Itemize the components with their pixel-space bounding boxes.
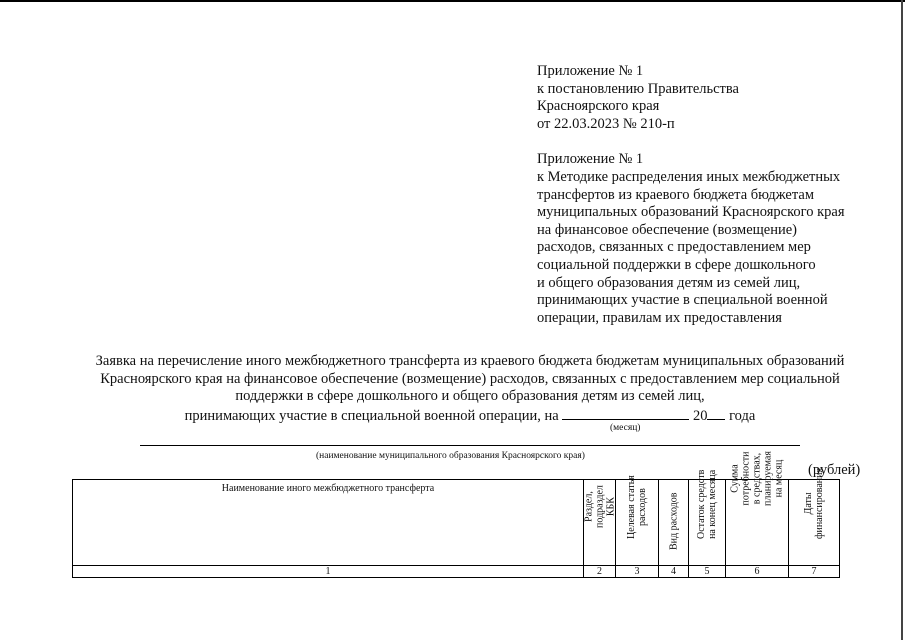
header-balance-text: Остаток средств на конец месяца bbox=[696, 469, 718, 539]
appendix-line: Приложение № 1 bbox=[537, 151, 644, 168]
column-number: 2 bbox=[584, 566, 616, 578]
appendix-line: от 22.03.2023 № 210-п bbox=[537, 115, 675, 132]
title-line: Заявка на перечисление иного межбюджетного трансферта из краевого бюджета бюджетам муниципальных образований bbox=[95, 353, 845, 369]
appendix-line: Приложение № 1 bbox=[537, 63, 644, 79]
header-kbk bbox=[584, 480, 616, 566]
appendix-line: Красноярского края bbox=[537, 98, 660, 115]
header-transfer-name: Наименование иного межбюджетного трансферта bbox=[73, 480, 584, 566]
appendix-line: муниципальных образований Красноярского края bbox=[537, 204, 845, 221]
unit-label: (рублей) bbox=[808, 462, 861, 478]
header-required-sum-text: Сумма потребности в средствах, планируемая на месяц bbox=[729, 451, 785, 506]
year-blank[interactable] bbox=[707, 406, 725, 420]
title-line: Красноярского края на финансовое обеспечение (возмещение) расходов, связанных с предоставлением мер социальной bbox=[100, 370, 840, 387]
document-title bbox=[60, 353, 880, 425]
appendix-line: операции, правилам их предоставления bbox=[537, 309, 782, 326]
appendix-line: на финансовое обеспечение (возмещение) bbox=[537, 221, 798, 238]
title-line-date bbox=[60, 406, 880, 426]
appendix-line: принимающих участие в специальной военной bbox=[537, 292, 828, 309]
title-line-prefix: принимающих участие в специальной военной операции, на bbox=[184, 407, 559, 424]
appendix-line: к Методике распределения иных межбюджетных bbox=[537, 168, 841, 185]
header-required-sum bbox=[726, 451, 789, 566]
header-funding-dates bbox=[789, 467, 840, 566]
municipality-blank-line[interactable] bbox=[140, 445, 800, 446]
year-prefix: 20 bbox=[692, 407, 708, 424]
title-line: поддержки в сфере дошкольного и общего образования детям из семей лиц, bbox=[235, 388, 705, 405]
appendix-line: трансфертов из краевого бюджета бюджетам bbox=[537, 186, 814, 203]
header-expense-type bbox=[659, 480, 689, 566]
appendix-line: и общего образования детям из семей лиц, bbox=[537, 274, 801, 291]
appendix-line: социальной поддержки в сфере дошкольного bbox=[537, 256, 816, 273]
municipality-caption: (наименование муниципального образования Красноярского края) bbox=[316, 451, 585, 461]
column-number: 7 bbox=[789, 566, 840, 578]
appendix-line: к постановлению Правительства bbox=[537, 80, 739, 97]
column-number: 1 bbox=[73, 566, 584, 578]
header-target-article bbox=[616, 475, 659, 566]
month-caption: (месяц) bbox=[610, 423, 641, 433]
header-kbk-text: Раздел, подраздел КБК bbox=[583, 485, 616, 528]
header-funding-dates-text: Даты финансирования bbox=[803, 467, 825, 539]
header-target-article-text: Целевая статья расходов bbox=[626, 475, 648, 539]
right-border-line bbox=[901, 0, 903, 640]
header-balance bbox=[689, 469, 726, 566]
column-number: 5 bbox=[689, 566, 726, 578]
header-expense-type-text: Вид расходов bbox=[668, 492, 679, 550]
table-header-row bbox=[73, 480, 840, 566]
column-number: 3 bbox=[616, 566, 659, 578]
month-blank[interactable] bbox=[562, 406, 689, 420]
year-suffix: года bbox=[729, 407, 756, 424]
top-border-line bbox=[0, 0, 905, 2]
appendix-block bbox=[537, 63, 845, 327]
appendix-line: расходов, связанных с предоставлением мер bbox=[537, 239, 811, 256]
table-number-row bbox=[73, 566, 840, 578]
column-number: 4 bbox=[659, 566, 689, 578]
column-number: 6 bbox=[726, 566, 789, 578]
